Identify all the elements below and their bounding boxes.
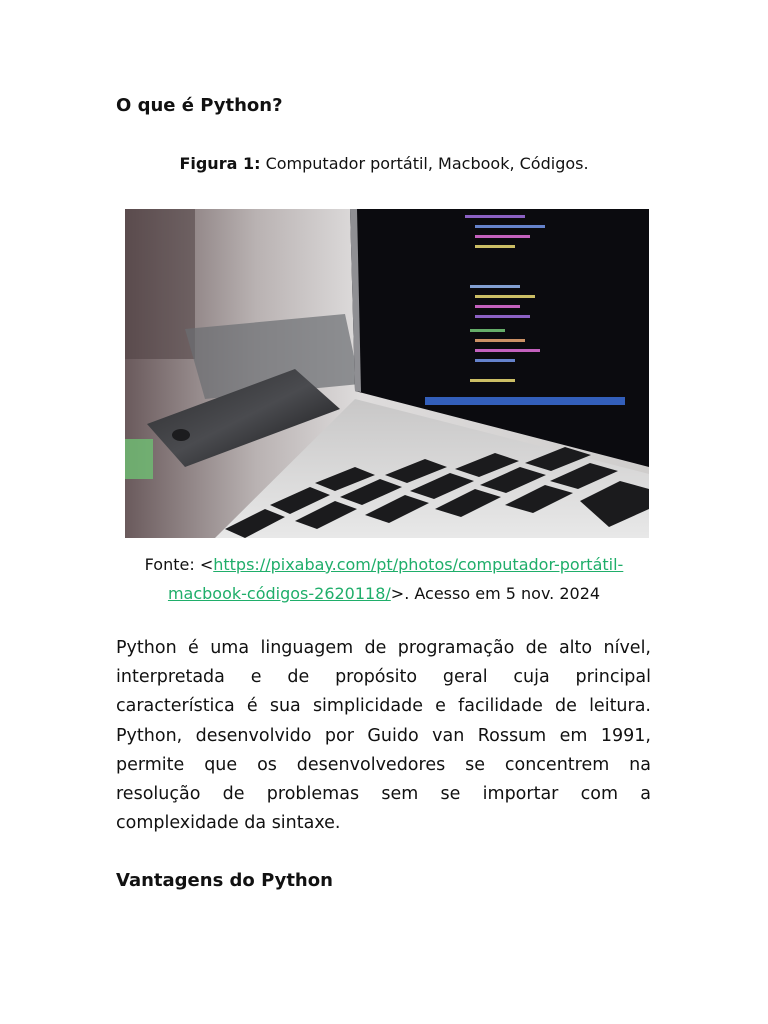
section-heading-advantages: Vantagens do Python [116,870,333,891]
figure-caption [0,154,768,173]
source-prefix: Fonte: < [144,555,214,574]
laptop-code-photo [125,209,649,538]
source-link-line1[interactable]: https://pixabay.com/pt/photos/computador-portátil- [213,555,624,574]
source-suffix: >. Acesso em 5 nov. 2024 [390,584,601,603]
figure-label: Figura 1: [179,154,261,173]
intro-paragraph: Python é uma linguagem de programação de alto nível, interpretada e de propósito geral cuja principal característica é sua simplicidade e facilidade de leitura. Python, desenvolvido por Guido van Rossum em 1991, permite que os desenvolvedores se concentrem na resolução de problemas sem se importar com a complexidade da sintaxe. [116,638,651,834]
source-link-line2[interactable]: macbook-códigos-2620118/ [167,584,391,603]
figure-source [116,550,652,608]
figure-caption-text: Computador portátil, Macbook, Códigos. [265,154,589,173]
laptop-illustration [125,209,649,538]
section-heading-what-is-python: O que é Python? [116,95,283,116]
